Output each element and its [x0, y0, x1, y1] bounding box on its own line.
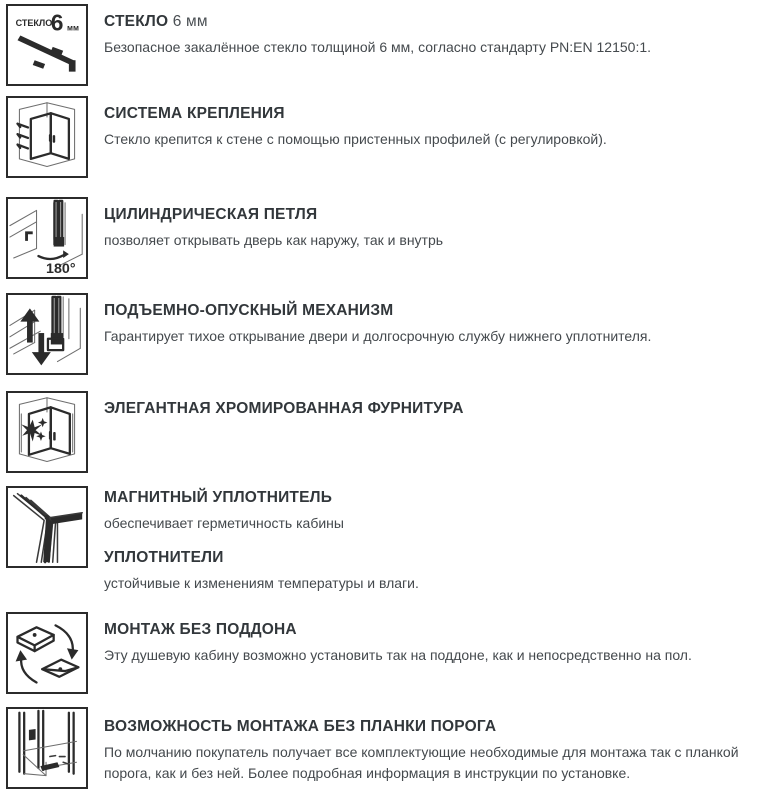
pivot-dot-shape [45, 515, 50, 520]
lift-and-lower-mechanism-icon [6, 293, 88, 375]
glass-icon-label-unit: мм [66, 23, 79, 33]
rotation-arrow-shape [38, 250, 68, 259]
feature-title [104, 104, 769, 123]
feature-description: По молчанию покупатель получает все комплектующие необходимые для монтажа так с планкой порога, как и без ней. Более подробная информация в инструкции по установке. [104, 744, 739, 782]
floor-and-wall-shape [10, 297, 80, 362]
feature-title [104, 205, 769, 224]
door-bottom-shape [48, 297, 63, 350]
feature-title-bold: ПОДЪЕМНО-ОПУСКНЫЙ МЕХАНИЗМ [104, 302, 394, 319]
seal-profile-shape [14, 494, 58, 562]
feature-title-bold: ВОЗМОЖНОСТЬ МОНТАЖА БЕЗ ПЛАНКИ ПОРОГА [104, 718, 497, 735]
sparkle-shape [21, 418, 47, 442]
hinge-post-shape [54, 201, 64, 247]
corner-mark-shape [25, 231, 33, 241]
feature-title [104, 12, 769, 31]
feature-title [104, 399, 769, 418]
feature-text [104, 96, 769, 150]
feature-description: Эту душевую кабину возможно установить так на поддоне, как и непосредственно на пол. [104, 647, 692, 664]
feature-row [0, 608, 769, 703]
glass-icon-label-big: 6 [50, 9, 64, 36]
feature-text [104, 612, 769, 666]
feature-description: Безопасное закалённое стекло толщиной 6 мм, согласно стандарту PN:EN 12150:1. [104, 39, 652, 56]
handle-shape [49, 431, 56, 441]
feature-title-bold: СИСТЕМА КРЕПЛЕНИЯ [104, 105, 285, 122]
water-flow-shape [40, 756, 69, 771]
feature-text [104, 197, 769, 251]
feature-row [0, 703, 769, 795]
feature-subsection [104, 548, 769, 593]
handle-shape [49, 134, 55, 143]
glass-icon-label-small: СТЕКЛО [15, 17, 53, 28]
feature-row [0, 0, 769, 95]
tempered-glass-6mm-icon [6, 4, 88, 86]
feature-row [0, 292, 769, 390]
feature-title-bold: МАГНИТНЫЙ УПЛОТНИТЕЛЬ [104, 489, 333, 506]
magnet-strip-shape [51, 513, 82, 524]
feature-description: Стекло крепится к стене с помощью пристенных профилей (с регулировкой). [104, 131, 607, 148]
flat-floor-shape [42, 660, 78, 677]
feature-title [104, 301, 769, 320]
feature-text [104, 4, 769, 58]
feature-title-bold: ЭЛЕГАНТНАЯ ХРОМИРОВАННАЯ ФУРНИТУРА [104, 400, 464, 417]
feature-description: Гарантирует тихое открывание двери и долгосрочную службу нижнего уплотнителя. [104, 328, 652, 345]
feature-text [104, 707, 769, 784]
clockwise-arrow-shape [56, 625, 79, 659]
feature-row [0, 195, 769, 292]
feature-row [0, 485, 769, 608]
feature-title-bold: ЦИЛИНДРИЧЕСКАЯ ПЕТЛЯ [104, 206, 318, 223]
counterclockwise-arrow-shape [16, 650, 37, 682]
feature-description: позволяет открывать дверь как наружу, так и внутрь [104, 232, 444, 249]
feature-row [0, 95, 769, 195]
feature-title-light: 6 мм [172, 13, 208, 30]
feature-title-bold: СТЕКЛО [104, 13, 169, 30]
hinge-angle-label: 180° [46, 261, 76, 277]
feature-subtitle: УПЛОТНИТЕЛИ [104, 549, 224, 567]
feature-text [104, 293, 769, 347]
chrome-fittings-icon [6, 391, 88, 473]
shower-tray-shape [18, 627, 54, 651]
feature-title-bold: МОНТАЖ БЕЗ ПОДДОНА [104, 621, 297, 638]
feature-title [104, 620, 769, 639]
installation-without-tray-icon [6, 612, 88, 694]
feature-subdescription: устойчивые к изменениям температуры и влаги. [104, 574, 419, 591]
feature-text [104, 486, 769, 594]
mounting-system-icon [6, 96, 88, 178]
feature-title [104, 488, 769, 507]
feature-row [0, 390, 769, 485]
cylindrical-hinge-180-icon [6, 197, 88, 279]
floor-and-wall-shape [10, 203, 82, 266]
installation-without-threshold-strip-icon [6, 707, 88, 789]
up-arrow-shape [20, 308, 39, 342]
feature-text [104, 391, 769, 424]
feature-description: обеспечивает герметичность кабины [104, 515, 344, 532]
wall-arrows-shape [18, 124, 28, 149]
feature-title [104, 717, 769, 736]
magnetic-seal-icon [6, 486, 88, 568]
broken-glass-bar-shape [18, 35, 76, 71]
handle-shape [29, 729, 36, 740]
